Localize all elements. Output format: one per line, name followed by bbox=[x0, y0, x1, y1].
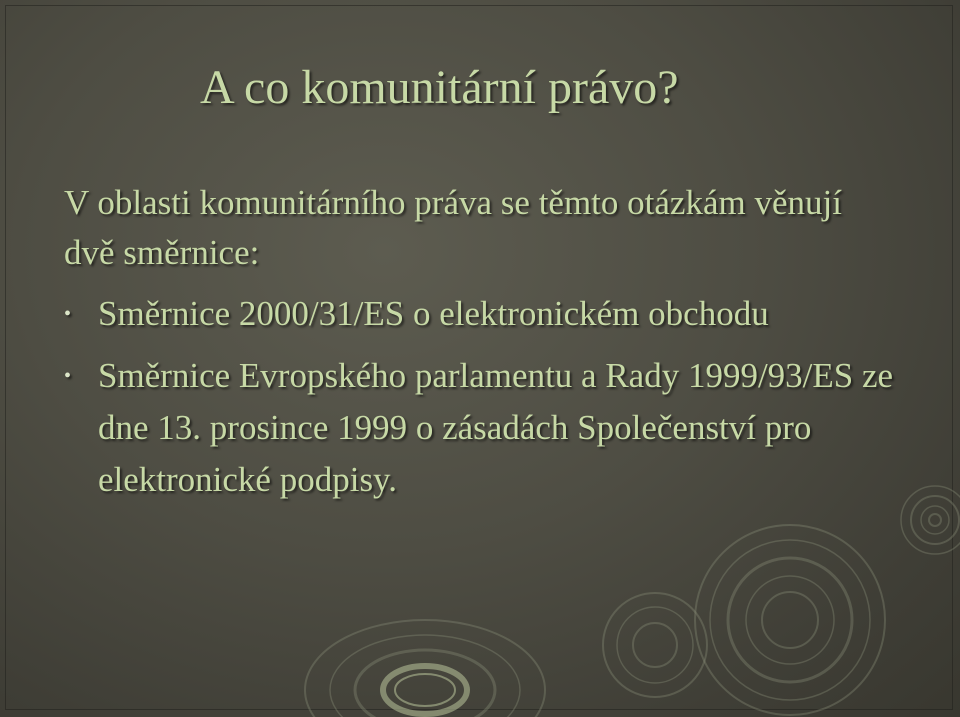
list-item bbox=[64, 350, 924, 506]
slide-title: A co komunitární právo? bbox=[200, 61, 679, 114]
bullet-text: Směrnice 2000/31/ES o elektronickém obchodu bbox=[98, 294, 769, 333]
bullet-list bbox=[64, 288, 924, 516]
list-item bbox=[64, 288, 924, 340]
bullet-text: Směrnice Evropského parlamentu a Rady 1999/93/ES ze dne 13. prosince 1999 o zásadách Společenství pro elektronické podpisy. bbox=[98, 356, 894, 499]
intro-text: V oblasti komunitárního práva se těmto otázkám věnují dvě směrnice: bbox=[64, 183, 842, 272]
bullet-marker: • bbox=[64, 365, 72, 387]
bullet-marker: • bbox=[64, 303, 72, 325]
